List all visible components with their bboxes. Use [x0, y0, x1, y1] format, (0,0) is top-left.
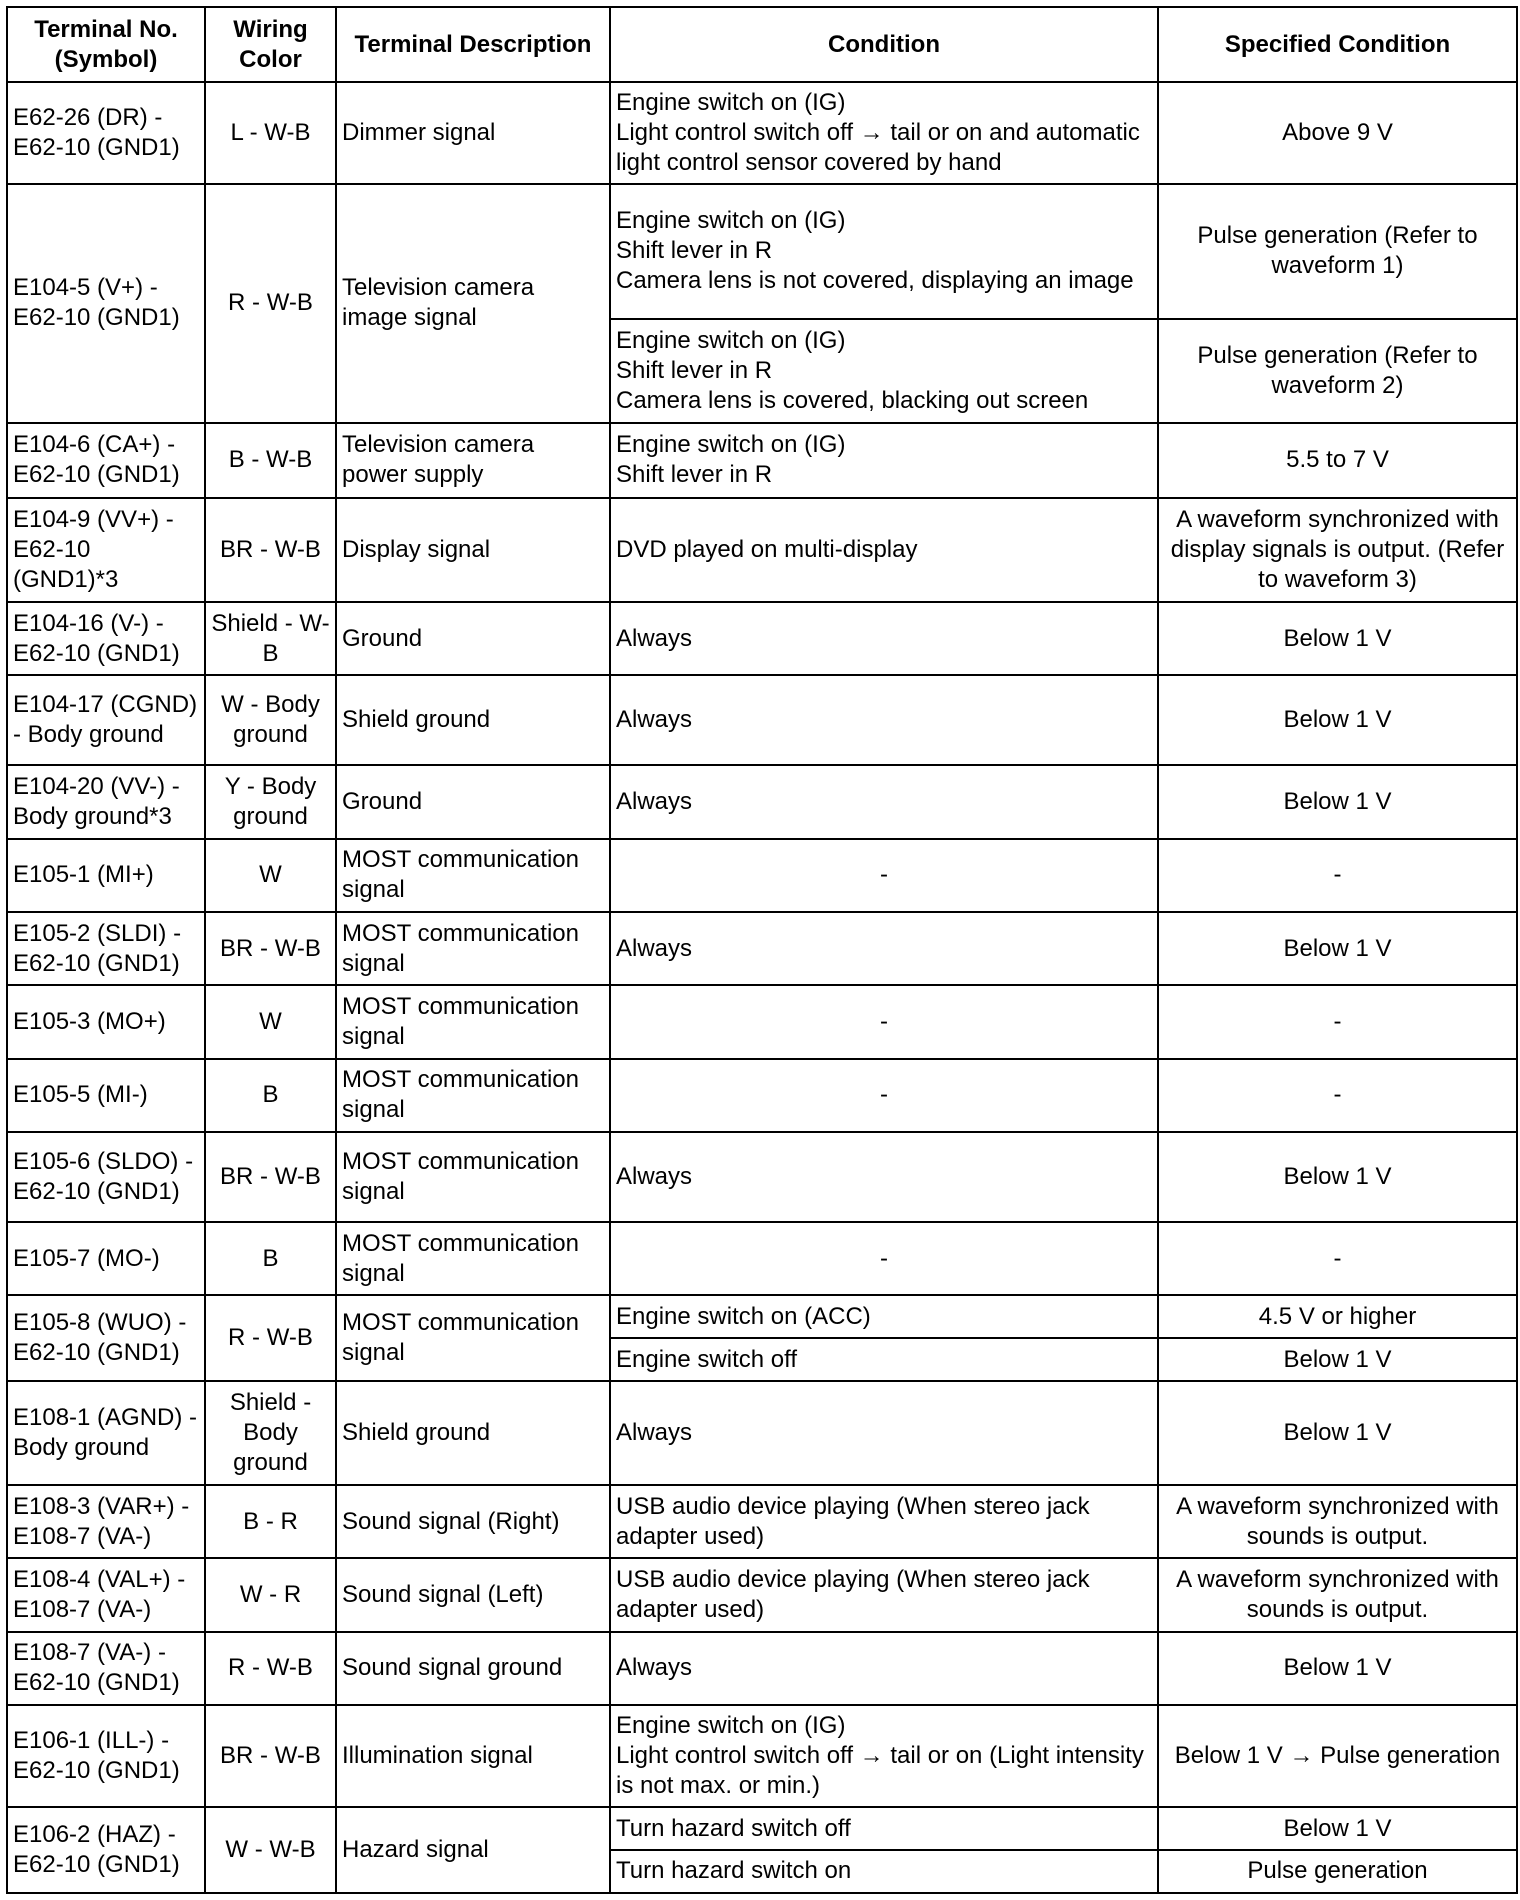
condition-cell [610, 912, 1158, 985]
condition-cell [610, 319, 1158, 423]
terminal-cell: E105-8 (WUO) - E62-10 (GND1) [7, 1295, 205, 1381]
header-row [7, 7, 1517, 82]
description-cell: MOST communication signal [336, 1132, 610, 1222]
terminal-cell: E105-1 (MI+) [7, 839, 205, 912]
condition-line: Turn hazard switch off [616, 1814, 851, 1842]
terminal-cell: E106-2 (HAZ) - E62-10 (GND1) [7, 1807, 205, 1893]
condition-cell [610, 82, 1158, 184]
wiring-color-cell: Y - Body ground [205, 765, 336, 838]
condition-line: Camera lens is covered, blacking out screen [616, 386, 1089, 414]
table-row [7, 1485, 1517, 1558]
condition-cell [610, 675, 1158, 765]
specified-condition-cell: - [1158, 1059, 1517, 1132]
description-cell: MOST communication signal [336, 1295, 610, 1381]
wiring-color-cell: B [205, 1059, 336, 1132]
header-wiring-color: Wiring Color [205, 7, 336, 82]
wiring-color-cell: W - Body ground [205, 675, 336, 765]
wiring-color-cell: R - W-B [205, 184, 336, 423]
condition-line: - [880, 1244, 888, 1272]
terminal-cell: E108-4 (VAL+) - E108-7 (VA-) [7, 1558, 205, 1631]
specified-condition-cell: - [1158, 839, 1517, 912]
condition-cell [610, 1059, 1158, 1132]
table-row [7, 1632, 1517, 1705]
table-row [7, 1059, 1517, 1132]
condition-line: Always [616, 1654, 693, 1682]
table-row [7, 765, 1517, 838]
header-terminal: Terminal No. (Symbol) [7, 7, 205, 82]
condition-cell [610, 423, 1158, 498]
wiring-color-cell: W [205, 985, 336, 1058]
condition-line: Engine switch on (IG) [616, 431, 846, 459]
condition-cell [610, 1558, 1158, 1631]
condition-cell [610, 1295, 1158, 1338]
description-cell: Hazard signal [336, 1807, 610, 1893]
wiring-color-cell: R - W-B [205, 1632, 336, 1705]
specified-condition-cell: Below 1 V → Pulse generation [1158, 1705, 1517, 1807]
condition-cell [610, 1632, 1158, 1705]
wiring-color-cell: B - R [205, 1485, 336, 1558]
specified-condition-cell: A waveform synchronized with display signals is output. (Refer to waveform 3) [1158, 498, 1517, 602]
specified-condition-cell: Below 1 V [1158, 675, 1517, 765]
description-cell: Display signal [336, 498, 610, 602]
specified-condition-cell: 4.5 V or higher [1158, 1295, 1517, 1338]
wiring-color-cell: Shield - Body ground [205, 1381, 336, 1485]
table-row [7, 1558, 1517, 1631]
description-cell: Shield ground [336, 675, 610, 765]
wiring-color-cell: R - W-B [205, 1295, 336, 1381]
wiring-color-cell: B [205, 1222, 336, 1295]
wiring-color-cell: W [205, 839, 336, 912]
description-cell: MOST communication signal [336, 1222, 610, 1295]
wiring-color-cell: BR - W-B [205, 1132, 336, 1222]
description-cell: Sound signal (Right) [336, 1485, 610, 1558]
terminal-cell: E106-1 (ILL-) - E62-10 (GND1) [7, 1705, 205, 1807]
terminal-cell: E104-9 (VV+) - E62-10 (GND1)*3 [7, 498, 205, 602]
wiring-color-cell: BR - W-B [205, 912, 336, 985]
condition-cell [610, 1705, 1158, 1807]
specified-condition-cell: 5.5 to 7 V [1158, 423, 1517, 498]
table-row [7, 1807, 1517, 1850]
description-cell: Sound signal (Left) [336, 1558, 610, 1631]
condition-line: DVD played on multi-display [616, 536, 918, 564]
specified-condition-cell: Below 1 V [1158, 1632, 1517, 1705]
terminal-cell: E104-20 (VV-) - Body ground*3 [7, 765, 205, 838]
specified-condition-cell: Pulse generation [1158, 1850, 1517, 1893]
table-row [7, 985, 1517, 1058]
description-cell: MOST communication signal [336, 839, 610, 912]
specified-condition-cell: Below 1 V [1158, 1807, 1517, 1850]
terminal-cell: E105-6 (SLDO) - E62-10 (GND1) [7, 1132, 205, 1222]
terminal-cell: E105-2 (SLDI) - E62-10 (GND1) [7, 912, 205, 985]
wiring-color-cell: Shield - W-B [205, 602, 336, 675]
description-cell: Dimmer signal [336, 82, 610, 184]
description-cell: Ground [336, 765, 610, 838]
specified-condition-cell: A waveform synchronized with sounds is output. [1158, 1558, 1517, 1631]
condition-line: Engine switch on (IG) [616, 1712, 846, 1740]
condition-line: Engine switch on (IG) [616, 207, 846, 235]
table-row [7, 184, 1517, 319]
condition-cell [610, 498, 1158, 602]
condition-line: Shift lever in R [616, 237, 773, 265]
header-terminal-description: Terminal Description [336, 7, 610, 82]
condition-line: Light control switch off → tail or on (Light intensity is not max. or min.) [616, 1742, 1144, 1800]
terminal-cell: E62-26 (DR) - E62-10 (GND1) [7, 82, 205, 184]
table-row [7, 82, 1517, 184]
condition-cell [610, 1807, 1158, 1850]
description-cell: Illumination signal [336, 1705, 610, 1807]
description-cell: Ground [336, 602, 610, 675]
condition-cell [610, 1381, 1158, 1485]
terminal-cell: E105-3 (MO+) [7, 985, 205, 1058]
condition-cell [610, 602, 1158, 675]
wiring-color-cell: L - W-B [205, 82, 336, 184]
table-row [7, 675, 1517, 765]
table-row [7, 1705, 1517, 1807]
condition-line: - [880, 861, 888, 889]
terminal-cell: E104-17 (CGND) - Body ground [7, 675, 205, 765]
description-cell: Television camera power supply [336, 423, 610, 498]
description-cell: Shield ground [336, 1381, 610, 1485]
specified-condition-cell: Pulse generation (Refer to waveform 2) [1158, 319, 1517, 423]
description-cell: Sound signal ground [336, 1632, 610, 1705]
condition-line: Engine switch on (IG) [616, 326, 846, 354]
specified-condition-cell: Below 1 V [1158, 1132, 1517, 1222]
condition-cell [610, 1222, 1158, 1295]
specified-condition-cell: - [1158, 985, 1517, 1058]
terminal-spec-table [6, 6, 1518, 1894]
condition-line: Engine switch on (IG) [616, 88, 846, 116]
wiring-color-cell: W - W-B [205, 1807, 336, 1893]
table-row [7, 1222, 1517, 1295]
specified-condition-cell: Below 1 V [1158, 602, 1517, 675]
terminal-cell: E104-6 (CA+) - E62-10 (GND1) [7, 423, 205, 498]
condition-line: Shift lever in R [616, 356, 773, 384]
wiring-color-cell: BR - W-B [205, 1705, 336, 1807]
table-row [7, 839, 1517, 912]
wiring-color-cell: B - W-B [205, 423, 336, 498]
table-row [7, 602, 1517, 675]
terminal-cell: E108-1 (AGND) - Body ground [7, 1381, 205, 1485]
description-cell: MOST communication signal [336, 912, 610, 985]
condition-cell [610, 1485, 1158, 1558]
condition-line: Shift lever in R [616, 461, 773, 489]
condition-line: Turn hazard switch on [616, 1857, 852, 1885]
condition-line: Always [616, 787, 693, 815]
specified-condition-cell: Below 1 V [1158, 1381, 1517, 1485]
table-row [7, 1132, 1517, 1222]
condition-line: Light control switch off → tail or on and automatic light control sensor covered by hand [616, 118, 1140, 176]
condition-line: Engine switch on (ACC) [616, 1302, 871, 1330]
condition-line: Camera lens is not covered, displaying an image [616, 267, 1134, 295]
condition-line: USB audio device playing (When stereo jack adapter used) [616, 1492, 1090, 1550]
specified-condition-cell: Below 1 V [1158, 912, 1517, 985]
description-cell: MOST communication signal [336, 985, 610, 1058]
condition-line: USB audio device playing (When stereo jack adapter used) [616, 1566, 1090, 1624]
terminal-cell: E104-5 (V+) - E62-10 (GND1) [7, 184, 205, 423]
terminal-cell: E105-5 (MI-) [7, 1059, 205, 1132]
terminal-cell: E105-7 (MO-) [7, 1222, 205, 1295]
condition-line: Engine switch off [616, 1345, 797, 1373]
condition-line: - [880, 1081, 888, 1109]
specified-condition-cell: Above 9 V [1158, 82, 1517, 184]
wiring-color-cell: BR - W-B [205, 498, 336, 602]
specified-condition-cell: A waveform synchronized with sounds is output. [1158, 1485, 1517, 1558]
condition-cell [610, 765, 1158, 838]
header-condition: Condition [610, 7, 1158, 82]
terminal-spec-document [6, 6, 1516, 1894]
condition-cell [610, 839, 1158, 912]
condition-line: Always [616, 1163, 693, 1191]
table-row [7, 423, 1517, 498]
table-row [7, 912, 1517, 985]
condition-cell [610, 184, 1158, 319]
condition-line: Always [616, 624, 693, 652]
condition-cell [610, 1132, 1158, 1222]
condition-line: - [880, 1008, 888, 1036]
condition-cell [610, 1850, 1158, 1893]
condition-line: Always [616, 934, 693, 962]
description-cell: Television camera image signal [336, 184, 610, 423]
condition-cell [610, 985, 1158, 1058]
specified-condition-cell: - [1158, 1222, 1517, 1295]
condition-line: Always [616, 706, 693, 734]
wiring-color-cell: W - R [205, 1558, 336, 1631]
terminal-cell: E108-3 (VAR+) - E108-7 (VA-) [7, 1485, 205, 1558]
condition-cell [610, 1338, 1158, 1381]
specified-condition-cell: Below 1 V [1158, 1338, 1517, 1381]
header-specified-condition: Specified Condition [1158, 7, 1517, 82]
table-row [7, 1295, 1517, 1338]
specified-condition-cell: Pulse generation (Refer to waveform 1) [1158, 184, 1517, 319]
terminal-cell: E108-7 (VA-) - E62-10 (GND1) [7, 1632, 205, 1705]
description-cell: MOST communication signal [336, 1059, 610, 1132]
table-row [7, 498, 1517, 602]
table-row [7, 1381, 1517, 1485]
terminal-cell: E104-16 (V-) - E62-10 (GND1) [7, 602, 205, 675]
specified-condition-cell: Below 1 V [1158, 765, 1517, 838]
condition-line: Always [616, 1418, 693, 1446]
